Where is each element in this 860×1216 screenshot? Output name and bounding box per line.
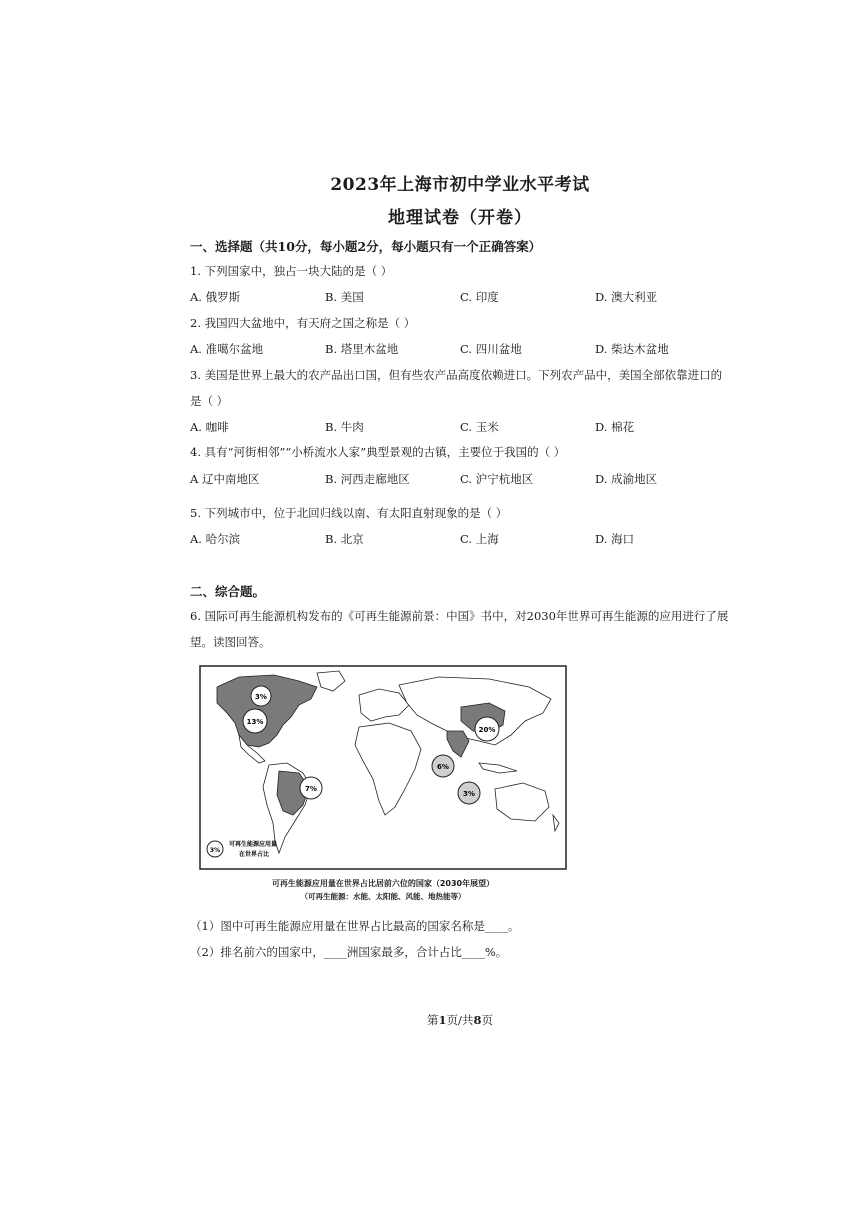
- exam-title: 2023年上海市初中学业水平考试: [330, 175, 590, 195]
- bubble-label-india: 6%: [437, 763, 449, 771]
- q4-option-c: C. 沪宁杭地区: [460, 472, 534, 486]
- footer-mid: 页/共: [446, 1013, 474, 1027]
- exam-subtitle: 地理试卷（开卷）: [388, 208, 532, 228]
- bubble-canada: [251, 686, 271, 706]
- page-footer: [0, 1012, 860, 1028]
- q3-option-b: B. 牛肉: [325, 420, 364, 434]
- question-6-part-2: （2）排名前六的国家中，____洲国家最多，合计占比____%。: [190, 945, 508, 959]
- bubble-usa: [243, 709, 267, 733]
- world-map-figure: [199, 665, 567, 870]
- section2-heading: 二、综合题。: [190, 584, 266, 599]
- page-number: 1: [438, 1013, 447, 1027]
- q4-option-d: D. 成渝地区: [595, 472, 658, 486]
- q4-option-b: B. 河西走廊地区: [325, 472, 410, 486]
- question-6-stem: 6. 国际可再生能源机构发布的《可再生能源前景：中国》书中，对2030年世界可再生能源的应用进行了展: [190, 609, 729, 623]
- legend-value: 3%: [209, 847, 221, 854]
- q5-option-d: D. 海口: [595, 532, 635, 546]
- q5-option-c: C. 上海: [460, 532, 499, 546]
- question-2-stem: 2. 我国四大盆地中，有天府之国之称是（ ）: [190, 316, 416, 330]
- bubble-label-usa: 13%: [246, 718, 264, 726]
- q2-option-c: C. 四川盆地: [460, 342, 522, 356]
- q3-option-a: A. 咖啡: [190, 420, 229, 434]
- map-caption-note: （可再生能源：水能、太阳能、风能、地热能等）: [300, 892, 466, 901]
- q5-option-b: B. 北京: [325, 532, 364, 546]
- bubble-india: [432, 755, 454, 777]
- q2-option-b: B. 塔里木盆地: [325, 342, 399, 356]
- question-3-stem-cont: 是（ ）: [190, 394, 229, 408]
- q1-option-a: A. 俄罗斯: [190, 290, 241, 304]
- q1-option-d: D. 澳大利亚: [595, 290, 658, 304]
- q2-option-a: A. 准噶尔盆地: [190, 342, 264, 356]
- q2-option-d: D. 柴达木盆地: [595, 342, 669, 356]
- legend-text-2: 在世界占比: [239, 851, 270, 858]
- q3-option-d: D. 棉花: [595, 420, 635, 434]
- question-5-stem: 5. 下列城市中，位于北回归线以南、有太阳直射现象的是（ ）: [190, 506, 508, 520]
- bubble-china: [475, 717, 499, 741]
- q4-option-a: A 辽中南地区: [190, 472, 260, 486]
- question-3-stem: 3. 美国是世界上最大的农产品出口国，但有些农产品高度依赖进口。下列农产品中，美国全部依靠进口的: [190, 368, 723, 382]
- bubble-label-brazil: 7%: [305, 785, 317, 793]
- page-total: 8: [473, 1013, 482, 1027]
- bubble-label-china: 20%: [478, 726, 496, 734]
- legend-text-1: 可再生能源应用量: [229, 841, 278, 848]
- question-6-stem-cont: 望。读图回答。: [190, 635, 271, 649]
- q3-option-c: C. 玉米: [460, 420, 499, 434]
- question-4-stem: 4. 具有“河街相邻”“小桥流水人家”典型景观的古镇，主要位于我国的（ ）: [190, 445, 566, 459]
- bubble-label-indonesia: 3%: [463, 790, 475, 798]
- world-map-svg: [199, 665, 567, 870]
- footer-post: 页: [481, 1013, 493, 1027]
- q1-option-c: C. 印度: [460, 290, 499, 304]
- question-1-stem: 1. 下列国家中，独占一块大陆的是（ ）: [190, 264, 393, 278]
- q5-option-a: A. 哈尔滨: [190, 532, 241, 546]
- bubble-brazil: [300, 777, 322, 799]
- footer-pre: 第: [427, 1013, 439, 1027]
- question-6-part-1: （1）图中可再生能源应用量在世界占比最高的国家名称是____。: [190, 919, 520, 933]
- map-caption: 可再生能源应用量在世界占比居前六位的国家（2030年展望）: [271, 879, 495, 888]
- bubble-label-canada: 3%: [255, 693, 267, 701]
- bubble-indonesia: [458, 782, 480, 804]
- q1-option-b: B. 美国: [325, 290, 364, 304]
- section1-heading: 一、选择题（共10分，每小题2分，每小题只有一个正确答案）: [190, 239, 542, 254]
